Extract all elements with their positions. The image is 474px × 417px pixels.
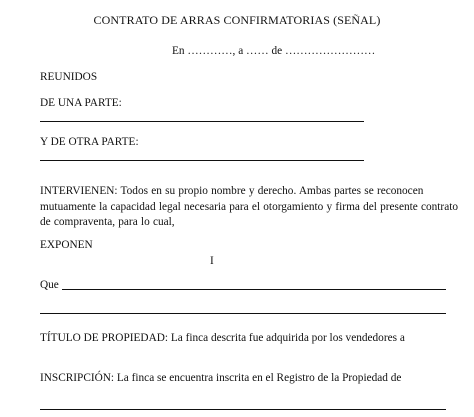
inscripcion-paragraph: INSCRIPCIÓN: La finca se encuentra inscrita en el Registro de la Propiedad de xyxy=(40,372,402,384)
reunidos-heading: REUNIDOS xyxy=(40,71,98,83)
y-de-otra-parte-blank-line xyxy=(40,160,364,161)
que-row xyxy=(40,279,446,293)
que-label: Que xyxy=(40,279,59,291)
inscripcion-blank-line xyxy=(40,409,446,410)
que-continuation-line xyxy=(40,313,446,314)
document-title: CONTRATO DE ARRAS CONFIRMATORIAS (SEÑAL) xyxy=(93,13,381,27)
que-blank-line xyxy=(62,289,446,290)
section-numeral: I xyxy=(210,255,214,267)
de-una-parte-blank-line xyxy=(40,121,364,122)
exponen-heading: EXPONEN xyxy=(40,239,93,251)
de-una-parte-label: DE UNA PARTE: xyxy=(40,97,122,109)
y-de-otra-parte-label: Y DE OTRA PARTE: xyxy=(40,136,139,148)
intervienen-paragraph: INTERVIENEN: Todos en su propio nombre y derecho. Ambas partes se reconocen mutuamente la capacidad legal necesaria para el otorgamiento y firma del presente contrato de compraventa, para lo cual, xyxy=(40,185,458,229)
titulo-propiedad-paragraph: TÍTULO DE PROPIEDAD: La finca descrita fue adquirida por los vendedores a xyxy=(40,332,405,344)
date-line: En …………, a …… de …………………… xyxy=(172,45,376,57)
